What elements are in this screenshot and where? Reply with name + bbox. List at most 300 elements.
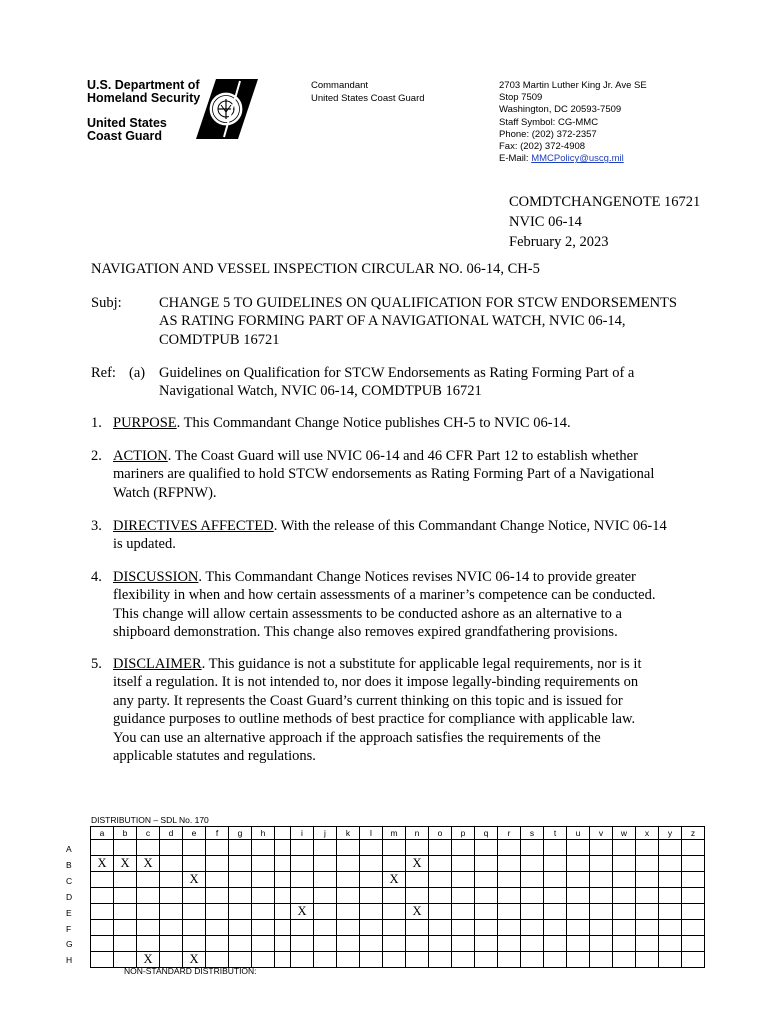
distribution-cell: [360, 936, 383, 952]
distribution-cell: [337, 904, 360, 920]
distribution-cell: [544, 856, 567, 872]
paragraph-line: itself a regulation. It is not intended to, nor does it impose legally-binding requirements on: [113, 674, 639, 691]
distribution-cell: [275, 904, 291, 920]
distribution-cell: X: [137, 856, 160, 872]
row-label: E: [66, 907, 72, 918]
distribution-cell: [521, 920, 544, 936]
distribution-cell: [114, 920, 137, 936]
distribution-column-header: h: [252, 827, 275, 840]
distribution-cell: [590, 856, 613, 872]
distribution-cell: [498, 840, 521, 856]
distribution-cell: [521, 952, 544, 968]
paragraph-number: 1.: [91, 415, 102, 431]
paragraph-title: DISCUSSION: [113, 569, 199, 585]
distribution-cell: [429, 936, 452, 952]
reference-line: Navigational Watch, NVIC 06-14, COMDTPUB 16721: [159, 383, 482, 400]
distribution-row: [91, 920, 705, 936]
distribution-column-header: z: [682, 827, 705, 840]
distribution-cell: [91, 888, 114, 904]
paragraph-line: You can use an alternative approach if the approach satisfies the requirements of the: [113, 729, 601, 746]
distribution-cell: [682, 888, 705, 904]
distribution-cell: [383, 888, 406, 904]
distribution-cell: [567, 856, 590, 872]
distribution-cell: [229, 872, 252, 888]
row-label: D: [66, 891, 73, 902]
distribution-cell: [160, 888, 183, 904]
distribution-cell: [114, 888, 137, 904]
paragraph-line-text: . The Coast Guard will use NVIC 06-14 and 46 CFR Part 12 to establish whether: [167, 448, 638, 464]
subject-label: Subj:: [91, 295, 122, 311]
distribution-column-header: f: [206, 827, 229, 840]
distribution-cell: [429, 856, 452, 872]
distribution-cell: X: [114, 856, 137, 872]
distribution-cell: [91, 840, 114, 856]
distribution-cell: [114, 936, 137, 952]
distribution-column-header: q: [475, 827, 498, 840]
distribution-row: [91, 936, 705, 952]
distribution-cell: [544, 952, 567, 968]
paragraph-line: any party. It represents the Coast Guard’s current thinking on this topic and is issued for: [113, 692, 623, 709]
distribution-cell: [229, 840, 252, 856]
distribution-cell: [567, 904, 590, 920]
distribution-cell: [360, 952, 383, 968]
distribution-cell: [291, 856, 314, 872]
distribution-column-header: m: [383, 827, 406, 840]
distribution-cell: [475, 920, 498, 936]
distribution-cell: [314, 840, 337, 856]
distribution-column-header: j: [314, 827, 337, 840]
distribution-cell: [160, 872, 183, 888]
distribution-cell: [452, 952, 475, 968]
subject-line: COMDTPUB 16721: [159, 331, 280, 348]
reference-item-label: (a): [129, 365, 146, 381]
distribution-cell: [567, 952, 590, 968]
distribution-cell: [636, 952, 659, 968]
paragraph-line: Watch (RFPNW).: [113, 484, 217, 501]
distribution-cell: [160, 936, 183, 952]
commandant-block: [311, 80, 425, 105]
distribution-column-header: d: [160, 827, 183, 840]
distribution-cell: [682, 840, 705, 856]
paragraph-line: This change will allow certain assessments to be conducted ashore as an alternative to a: [113, 605, 622, 622]
distribution-row: [91, 888, 705, 904]
distribution-cell: [291, 872, 314, 888]
distribution-cell: [183, 888, 206, 904]
distribution-cell: [682, 920, 705, 936]
distribution-cell: [567, 936, 590, 952]
row-label: F: [66, 923, 72, 934]
distribution-column-header: r: [498, 827, 521, 840]
distribution-cell: [544, 840, 567, 856]
distribution-column-header: w: [613, 827, 636, 840]
distribution-cell: [498, 952, 521, 968]
distribution-cell: [314, 952, 337, 968]
distribution-cell: [291, 936, 314, 952]
distribution-cell: [160, 904, 183, 920]
distribution-cell: [636, 872, 659, 888]
distribution-cell: X: [183, 952, 206, 968]
distribution-cell: [160, 840, 183, 856]
distribution-column-header: k: [337, 827, 360, 840]
paragraph-number: 2.: [91, 448, 102, 464]
distribution-cell: [360, 856, 383, 872]
distribution-column-header: a: [91, 827, 114, 840]
row-label: A: [66, 844, 72, 854]
paragraph-line-text: . This Commandant Change Notice publishes CH-5 to NVIC 06-14.: [176, 415, 571, 431]
paragraph-line: flexibility in when and how certain assessments of a mariner’s competence can be conducted.: [113, 587, 656, 604]
paragraph-title: PURPOSE: [113, 415, 177, 431]
distribution-cell: [406, 888, 429, 904]
reference-label: Ref:: [91, 365, 116, 381]
distribution-cell: [252, 920, 275, 936]
distribution-cell: [659, 888, 682, 904]
distribution-cell: [682, 904, 705, 920]
distribution-cell: [383, 936, 406, 952]
distribution-row: [91, 872, 705, 888]
reference-line: Guidelines on Qualification for STCW Endorsements as Rating Forming Part of a: [159, 365, 635, 381]
distribution-cell: [206, 888, 229, 904]
distribution-cell: [360, 840, 383, 856]
distribution-cell: X: [183, 872, 206, 888]
distribution-cell: [291, 920, 314, 936]
paragraph-line-text: . This Commandant Change Notices revises NVIC 06-14 to provide greater: [198, 569, 636, 585]
distribution-cell: [91, 872, 114, 888]
distribution-cell: [406, 920, 429, 936]
distribution-cell: [590, 840, 613, 856]
distribution-cell: [229, 856, 252, 872]
distribution-cell: [275, 840, 291, 856]
document-date: February 2, 2023: [509, 234, 609, 250]
distribution-cell: [137, 872, 160, 888]
email-label: E-Mail:: [499, 153, 532, 165]
distribution-cell: [91, 952, 114, 968]
paragraph-title: DISCLAIMER: [113, 656, 202, 672]
uscg-line: United States: [87, 116, 167, 130]
distribution-cell: [682, 952, 705, 968]
distribution-cell: X: [291, 904, 314, 920]
distribution-cell: [429, 840, 452, 856]
distribution-cell: [475, 936, 498, 952]
distribution-cell: [206, 904, 229, 920]
distribution-cell: [521, 856, 544, 872]
distribution-cell: [498, 920, 521, 936]
distribution-cell: [206, 856, 229, 872]
distribution-column-header: u: [567, 827, 590, 840]
paragraph-line: [113, 414, 693, 432]
distribution-cell: [337, 840, 360, 856]
distribution-cell: [613, 872, 636, 888]
distribution-cell: [137, 840, 160, 856]
distribution-cell: [475, 952, 498, 968]
distribution-cell: [229, 936, 252, 952]
paragraph-line-text: . This guidance is not a substitute for applicable legal requirements, nor is it: [201, 656, 642, 672]
distribution-cell: [613, 904, 636, 920]
distribution-cell: [521, 904, 544, 920]
paragraph-number: 3.: [91, 518, 102, 534]
distribution-table: [90, 826, 705, 968]
distribution-cell: [682, 856, 705, 872]
distribution-cell: [252, 856, 275, 872]
distribution-row: [91, 904, 705, 920]
paragraph-title: ACTION: [113, 448, 168, 464]
uscg-line: Coast Guard: [87, 129, 163, 143]
distribution-cell: [360, 920, 383, 936]
distribution-cell: [183, 856, 206, 872]
reference-text: [159, 364, 699, 401]
distribution-column-header: x: [636, 827, 659, 840]
distribution-cell: [544, 920, 567, 936]
distribution-cell: [114, 872, 137, 888]
distribution-cell: [314, 920, 337, 936]
non-standard-distribution: NON-STANDARD DISTRIBUTION:: [124, 966, 257, 976]
distribution-cell: [452, 920, 475, 936]
coast-guard-emblem-icon: [196, 79, 258, 139]
distribution-cell: [475, 904, 498, 920]
distribution-cell: [183, 904, 206, 920]
distribution-cell: [314, 888, 337, 904]
distribution-cell: [229, 904, 252, 920]
subject-line: CHANGE 5 TO GUIDELINES ON QUALIFICATION FOR STCW ENDORSEMENTS: [159, 295, 677, 311]
distribution-cell: [114, 904, 137, 920]
distribution-cell: [636, 856, 659, 872]
distribution-cell: [452, 936, 475, 952]
distribution-cell: [360, 888, 383, 904]
commandant-line: Commandant: [311, 80, 369, 91]
distribution-cell: [659, 920, 682, 936]
paragraph-purpose: [113, 414, 693, 432]
row-label: C: [66, 875, 73, 886]
distribution-row-labels: [66, 842, 73, 969]
distribution-cell: [590, 920, 613, 936]
distribution-cell: [590, 888, 613, 904]
distribution-cell: [429, 920, 452, 936]
distribution-cell: [137, 904, 160, 920]
distribution-cell: [429, 872, 452, 888]
distribution-cell: [613, 952, 636, 968]
distribution-cell: [498, 856, 521, 872]
email-link[interactable]: MMCPolicy@uscg.mil: [531, 153, 624, 165]
distribution-cell: [160, 920, 183, 936]
distribution-cell: [659, 856, 682, 872]
distribution-cell: [452, 840, 475, 856]
distribution-cell: [360, 872, 383, 888]
distribution-cell: [229, 888, 252, 904]
distribution-cell: [544, 872, 567, 888]
distribution-cell: [521, 872, 544, 888]
change-note-number: COMDTCHANGENOTE 16721: [509, 194, 701, 210]
commandant-line: United States Coast Guard: [311, 92, 425, 104]
distribution-cell: [659, 904, 682, 920]
distribution-cell: [291, 888, 314, 904]
distribution-column-header: b: [114, 827, 137, 840]
distribution-cell: [475, 888, 498, 904]
paragraph-number: 5.: [91, 656, 102, 672]
distribution-cell: [206, 872, 229, 888]
distribution-row: [91, 840, 705, 856]
paragraph-line: [113, 568, 693, 586]
distribution-cell: [337, 872, 360, 888]
distribution-cell: [659, 840, 682, 856]
distribution-cell: [544, 888, 567, 904]
distribution-cell: [452, 872, 475, 888]
distribution-cell: [337, 920, 360, 936]
distribution-cell: [613, 888, 636, 904]
distribution-cell: [252, 888, 275, 904]
row-label: B: [66, 859, 72, 870]
distribution-cell: [206, 936, 229, 952]
distribution-cell: [360, 904, 383, 920]
distribution-cell: [452, 888, 475, 904]
distribution-cell: [659, 872, 682, 888]
distribution-cell: [275, 888, 291, 904]
distribution-column-header: o: [429, 827, 452, 840]
distribution-column-header: e: [183, 827, 206, 840]
distribution-cell: [383, 952, 406, 968]
distribution-cell: [314, 856, 337, 872]
distribution-cell: [613, 840, 636, 856]
address-line: Stop 7509: [499, 92, 543, 104]
distribution-cell: [183, 840, 206, 856]
distribution-cell: [452, 904, 475, 920]
distribution-column-header: s: [521, 827, 544, 840]
distribution-cell: [383, 904, 406, 920]
distribution-cell: [498, 904, 521, 920]
distribution-column-header: n: [406, 827, 429, 840]
dhs-line: U.S. Department of: [87, 78, 200, 92]
distribution-cell: [291, 952, 314, 968]
distribution-cell: [337, 952, 360, 968]
distribution-cell: X: [91, 856, 114, 872]
paragraph-line: [113, 517, 693, 535]
distribution-cell: [659, 936, 682, 952]
distribution-cell: [682, 872, 705, 888]
distribution-cell: [636, 904, 659, 920]
document-identifiers: [509, 192, 700, 252]
distribution-column-header: i: [291, 827, 314, 840]
distribution-cell: [406, 952, 429, 968]
distribution-cell: [314, 904, 337, 920]
distribution-cell: [475, 856, 498, 872]
distribution-cell: [521, 840, 544, 856]
distribution-column-header: p: [452, 827, 475, 840]
distribution-cell: [91, 920, 114, 936]
email-line: [499, 153, 647, 165]
distribution-cell: [383, 840, 406, 856]
distribution-cell: [429, 952, 452, 968]
paragraph-line: shipboard demonstration. This change also removes expired grandfathering provisions.: [113, 624, 618, 641]
paragraph-action: [113, 447, 693, 502]
distribution-cell: [114, 840, 137, 856]
row-label: H: [66, 955, 73, 966]
distribution-cell: [613, 936, 636, 952]
distribution-cell: [314, 936, 337, 952]
distribution-cell: [183, 936, 206, 952]
distribution-cell: [252, 872, 275, 888]
distribution-cell: X: [406, 904, 429, 920]
distribution-cell: [337, 856, 360, 872]
circular-heading: NAVIGATION AND VESSEL INSPECTION CIRCULAR NO. 06-14, CH-5: [91, 261, 540, 277]
nvic-number: NVIC 06-14: [509, 214, 582, 230]
distribution-cell: [291, 840, 314, 856]
distribution-cell: [613, 856, 636, 872]
distribution-cell: [383, 920, 406, 936]
distribution-cell: [521, 936, 544, 952]
address-line: Phone: (202) 372-2357: [499, 128, 597, 140]
distribution-cell: [206, 840, 229, 856]
distribution-cell: [252, 936, 275, 952]
distribution-column-header: t: [544, 827, 567, 840]
paragraph-line: mariners are qualified to hold STCW endorsements as Rating Forming Part of a Navigational: [113, 466, 655, 483]
distribution-cell: [406, 840, 429, 856]
distribution-cell: [183, 920, 206, 936]
distribution-cell: [590, 952, 613, 968]
distribution-cell: [91, 904, 114, 920]
distribution-cell: [498, 888, 521, 904]
subject-text: [159, 294, 719, 349]
distribution-column-header: y: [659, 827, 682, 840]
distribution-cell: [275, 952, 291, 968]
distribution-cell: [636, 840, 659, 856]
distribution-cell: [429, 888, 452, 904]
distribution-column-header: g: [229, 827, 252, 840]
distribution-cell: [137, 888, 160, 904]
address-line: Fax: (202) 372-4908: [499, 141, 586, 153]
distribution-cell: [252, 840, 275, 856]
distribution-cell: [406, 936, 429, 952]
distribution-cell: [475, 872, 498, 888]
distribution-cell: [498, 936, 521, 952]
distribution-title: DISTRIBUTION – SDL No. 170: [91, 815, 209, 825]
distribution-cell: [636, 888, 659, 904]
row-label: G: [66, 939, 73, 950]
paragraph-title: DIRECTIVES AFFECTED: [113, 518, 274, 534]
distribution-cell: [544, 936, 567, 952]
distribution-cell: [682, 936, 705, 952]
paragraph-line-text: . With the release of this Commandant Change Notice, NVIC 06-14: [273, 518, 667, 534]
paragraph-directives-affected: [113, 517, 693, 554]
paragraph-line: [113, 447, 693, 465]
address-line: Staff Symbol: CG-MMC: [499, 116, 599, 128]
distribution-cell: [229, 920, 252, 936]
distribution-cell: [567, 920, 590, 936]
address-block: [499, 80, 647, 165]
distribution-cell: [137, 920, 160, 936]
distribution-cell: [91, 936, 114, 952]
address-line: 2703 Martin Luther King Jr. Ave SE: [499, 80, 647, 91]
paragraph-number: 4.: [91, 569, 102, 585]
distribution-cell: [337, 888, 360, 904]
distribution-cell: [314, 872, 337, 888]
distribution-cell: [521, 888, 544, 904]
paragraph-discussion: [113, 568, 693, 642]
paragraph-line: applicable statutes and regulations.: [113, 748, 316, 765]
distribution-cell: X: [383, 872, 406, 888]
paragraph-line: [113, 655, 693, 673]
distribution-cell: [613, 920, 636, 936]
distribution-cell: [275, 856, 291, 872]
distribution-cell: [252, 904, 275, 920]
distribution-cell: [659, 952, 682, 968]
distribution-cell: [406, 872, 429, 888]
distribution-cell: [567, 872, 590, 888]
distribution-cell: [567, 888, 590, 904]
distribution-cell: [160, 856, 183, 872]
distribution-cell: [275, 920, 291, 936]
distribution-cell: X: [137, 952, 160, 968]
distribution-cell: [383, 856, 406, 872]
subject-line: AS RATING FORMING PART OF A NAVIGATIONAL WATCH, NVIC 06-14,: [159, 313, 626, 330]
distribution-cell: [452, 856, 475, 872]
